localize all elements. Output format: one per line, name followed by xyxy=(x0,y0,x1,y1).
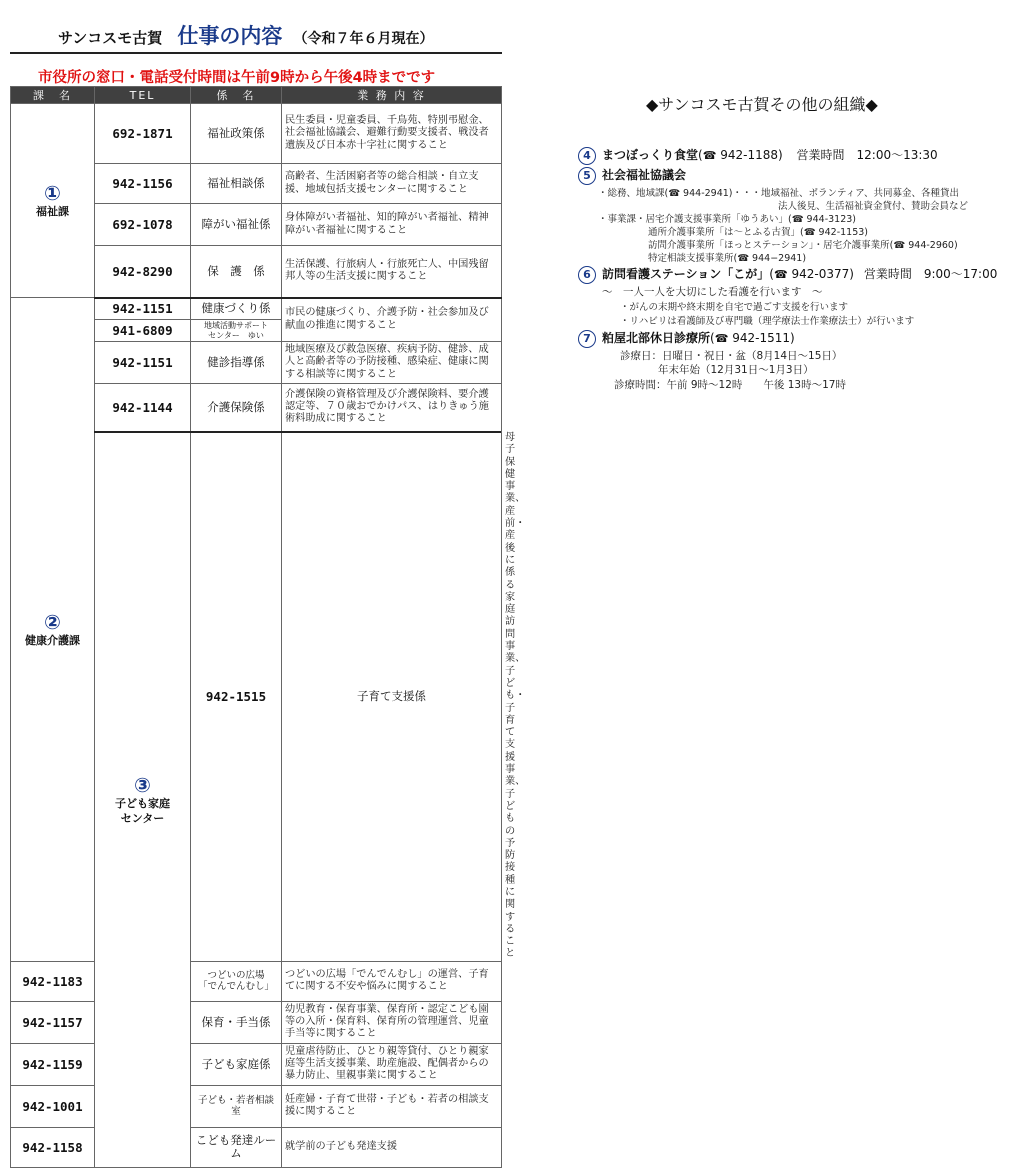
detail-line: 法人後見、生活福祉資金貸付、賛助会員など xyxy=(778,201,969,212)
tel-number: 692-1078 xyxy=(95,204,191,246)
section-name: 健康づくり係 xyxy=(191,298,282,320)
section-name-line: 地域活動サポート xyxy=(204,320,268,330)
org-name: 粕屋北部休日診療所 xyxy=(602,331,711,345)
dept-health-care xyxy=(11,298,95,962)
page-title xyxy=(58,20,433,50)
duties-text: つどいの広場「でんでんむし」の運営、子育てに関する不安や悩みに関すること xyxy=(282,961,502,1001)
duties-text: 介護保険の資格管理及び介護保険料、要介護認定等、７０歳おでかけパス、はりきゅう施術料助成に関すること xyxy=(282,384,502,432)
tel-number: 942-1158 xyxy=(11,1127,95,1167)
section-name: 福祉相談係 xyxy=(191,164,282,204)
item-number-badge: 5 xyxy=(578,167,596,185)
other-organizations-title: ◆サンコスモ古賀その他の組織◆ xyxy=(646,95,878,114)
as-of-date: （令和７年６月現在） xyxy=(293,31,434,47)
tel-number: 942-1159 xyxy=(11,1043,95,1085)
paren-open: ( xyxy=(769,267,774,281)
detail-line: 診療日：日曜日・祝日・盆（8月14日～15日） xyxy=(620,350,843,362)
tel-number: 942-1183 xyxy=(11,961,95,1001)
col-header-section: 係 名 xyxy=(191,87,282,104)
table-row xyxy=(11,1001,502,1043)
section-name: 子ども家庭係 xyxy=(191,1043,282,1085)
detail-line: 特定相談支援事業所(☎ 944−2941) xyxy=(648,253,807,264)
tel-number: 942-1144 xyxy=(95,384,191,432)
section-name-line: センター ゆい xyxy=(208,330,264,340)
dept-number: ① xyxy=(44,181,61,205)
brand-name: サンコスモ古賀 xyxy=(58,29,163,47)
duties-text: 幼児教育・保育事業、保育所・認定こども園等の入所・保育料、保育所の管理運営、児童手当等に関すること xyxy=(282,1001,502,1043)
org-holiday-clinic xyxy=(578,329,795,348)
tel-number: 942-1001 xyxy=(11,1085,95,1127)
office-hours-notice: 市役所の窓口・電話受付時間は午前9時から午後4時までです xyxy=(38,70,436,86)
tel-number: 692-1871 xyxy=(95,104,191,164)
dept-name: センター xyxy=(120,811,165,825)
tel-number: 942-1515 xyxy=(191,432,282,962)
section-name xyxy=(191,961,282,1001)
col-header-tel: TEL xyxy=(95,87,191,104)
phone-icon: ☎ xyxy=(714,332,729,345)
duties-text: 就学前の子ども発達支援 xyxy=(282,1127,502,1167)
dept-child-family-center xyxy=(95,432,191,1168)
item-number-badge: 4 xyxy=(578,147,596,165)
org-name: まつぼっくり食堂 xyxy=(602,148,699,162)
section-name: 介護保険係 xyxy=(191,384,282,432)
org-tel: 942-0377) xyxy=(791,267,854,281)
duties-text: 民生委員・児童委員、千鳥苑、特別弔慰金、社会福祉協議会、避難行動要支援者、戦没者遺族及び日本赤十字社に関すること xyxy=(282,104,502,164)
detail-line: 通所介護事業所「は～とふる古賀」(☎ 942-1153) xyxy=(648,227,869,238)
col-header-duties: 業 務 内 容 xyxy=(282,87,502,104)
table-row: ③ 子ども家庭 センター 942-1515 子育て支援係 母子保健事業、産前・産後に係る家庭訪問事業、子ども・子育て支援事業、子どもの予防接種に関すること xyxy=(11,432,502,962)
org-hours: 営業時間 12:00～13:30 xyxy=(796,148,938,162)
col-header-dept: 課 名 xyxy=(11,87,95,104)
duties-text: 市民の健康づくり、介護予防・社会参加及び献血の推進に関すること xyxy=(282,298,502,342)
table-row xyxy=(11,1127,502,1167)
section-name: こども発達ルーム xyxy=(191,1127,282,1167)
section-name-line: つどいの広場 xyxy=(207,970,265,982)
org-hours: 営業時間 9:00～17:00 xyxy=(863,267,998,281)
item-number-badge: 7 xyxy=(578,330,596,348)
paren-open: ( xyxy=(710,331,715,345)
paren-open: ( xyxy=(698,148,703,162)
title-divider xyxy=(10,52,502,54)
org-name: 訪問看護ステーション「こが」 xyxy=(602,267,770,281)
detail-line: 診療時間：午前 9時～12時 午後 13時～17時 xyxy=(614,379,846,391)
duties-text: 地域医療及び救急医療、疾病予防、健診、成人と高齢者等の予防接種、感染症、健康に関する相談等に関すること xyxy=(282,342,502,384)
duties-text: 生活保護、行旅病人・行旅死亡人、中国残留邦人等の生活支援に関すること xyxy=(282,246,502,298)
org-social-welfare-council xyxy=(578,166,686,185)
table-row xyxy=(11,1043,502,1085)
detail-line: ～ 一人一人を大切にした看護を行います ～ xyxy=(602,286,823,298)
section-name: 福祉政策係 xyxy=(191,104,282,164)
tel-number: 942-1157 xyxy=(11,1001,95,1043)
item-number-badge: 6 xyxy=(578,266,596,284)
duties-text: 高齢者、生活困窮者等の総合相談・自立支援、地域包括支援センターに関すること xyxy=(282,164,502,204)
duties-text: 身体障がい者福祉、知的障がい者福祉、精神障がい者福祉に関すること xyxy=(282,204,502,246)
section-name xyxy=(191,320,282,342)
section-name: 子ども・若者相談室 xyxy=(191,1085,282,1127)
table-row xyxy=(11,1085,502,1127)
tel-number: 941-6809 xyxy=(95,320,191,342)
org-visiting-nurse xyxy=(578,265,997,284)
tel-number: 942-8290 xyxy=(95,246,191,298)
tel-number: 942-1151 xyxy=(95,298,191,320)
table-row xyxy=(11,961,502,1001)
detail-line: 訪問介護事業所「ほっとステーション」・居宅介護事業所(☎ 944-2960) xyxy=(648,240,958,251)
detail-line: ・事業課・居宅介護支援事業所「ゆうあい」(☎ 944-3123) xyxy=(598,214,857,225)
detail-line: 年末年始（12月31日～1月3日） xyxy=(658,364,814,376)
detail-line: ・がんの末期や終末期を自宅で過ごす支援を行います xyxy=(620,302,849,313)
dept-name: 福祉課 xyxy=(36,205,69,218)
detail-line: ・リハビリは看護師及び専門職（理学療法士作業療法士）が行います xyxy=(620,316,915,327)
section-name: 保育・手当係 xyxy=(191,1001,282,1043)
table-row xyxy=(11,298,502,320)
org-tel: 942-1188) xyxy=(720,148,783,162)
org-name: 社会福祉協議会 xyxy=(602,168,687,182)
phone-icon: ☎ xyxy=(702,149,717,162)
main-title: 仕事の内容 xyxy=(177,24,283,48)
dept-number: ③ xyxy=(134,772,151,797)
section-name: 子育て支援係 xyxy=(282,432,502,962)
section-name: 健診指導係 xyxy=(191,342,282,384)
phone-icon: ☎ xyxy=(773,268,788,281)
section-name-line: 「でんでんむし」 xyxy=(197,981,274,993)
table-header-row xyxy=(11,87,502,104)
detail-line: ・総務、地域課(☎ 944-2941)・・・地域福祉、ボランティア、共同募金、各種貸出 xyxy=(598,188,959,199)
org-tel: 942-1511) xyxy=(732,331,795,345)
tel-number: 942-1151 xyxy=(95,342,191,384)
table-row xyxy=(11,104,502,164)
org-matsubokkuri xyxy=(578,146,938,165)
duties-text: 児童虐待防止、ひとり親等貸付、ひとり親家庭等生活支援事業、助産施設、配偶者からの暴力防止、里親事業に関すること xyxy=(282,1043,502,1085)
dept-name: 子ども家庭 xyxy=(115,796,170,810)
dept-number: ② xyxy=(44,609,61,634)
tel-number: 942-1156 xyxy=(95,164,191,204)
department-table xyxy=(10,86,526,1168)
dept-name: 健康介護課 xyxy=(25,633,80,647)
section-name: 障がい福祉係 xyxy=(191,204,282,246)
dept-welfare xyxy=(11,104,95,298)
duties-text: 妊産婦・子育て世帯・子ども・若者の相談支援に関すること xyxy=(282,1085,502,1127)
section-name: 保 護 係 xyxy=(191,246,282,298)
